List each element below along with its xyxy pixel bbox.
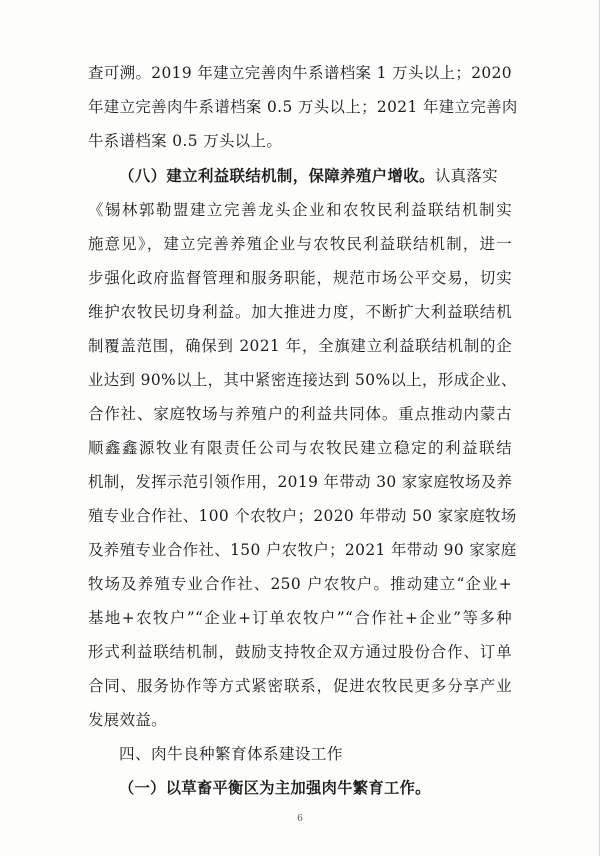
chapter-4-heading: 四、肉牛良种繁育体系建设工作: [119, 745, 343, 763]
body-text-line: 牛系谱档案 0.5 万头以上。: [88, 132, 283, 150]
body-text-line: 顺鑫鑫源牧业有限责任公司与农牧民建立稳定的利益联结: [88, 439, 512, 457]
body-text-line: 制覆盖范围，确保到 2021 年，全旗建立利益联结机制的企: [88, 337, 512, 355]
body-text-line: 形式利益联结机制，鼓励支持牧企双方通过股份合作、订单: [88, 643, 512, 661]
body-text-line: 牧场及养殖专业合作社、250 户农牧户。推动建立“企业+: [88, 575, 512, 593]
body-text-line: 发展效益。: [88, 711, 167, 729]
body-text-line: 合同、服务协作等方式紧密联系，促进农牧民更多分享产业: [88, 677, 512, 695]
body-text-line: 合作社、家庭牧场与养殖户的利益共同体。重点推动内蒙古: [88, 405, 512, 423]
body-text-line: 殖专业合作社、100 个农牧户；2020 年带动 50 家家庭牧场: [88, 507, 517, 525]
page-number: 6: [297, 812, 303, 824]
body-text-line: 维护农牧民切身利益。加大推进力度，不断扩大利益联结机: [88, 303, 512, 321]
body-text-line: 业达到 90%以上，其中紧密连接达到 50%以上，形成企业、: [88, 371, 517, 389]
body-text-line: 查可溯。2019 年建立完善肉牛系谱档案 1 万头以上；2020: [88, 64, 512, 82]
body-text-line: 步强化政府监督管理和服务职能，规范市场公平交易，切实: [88, 269, 512, 287]
body-text-line: 基地+农牧户”“企业+订单农牧户”“合作社+企业”等多种: [88, 609, 512, 627]
body-text-line: 及养殖专业合作社、150 户农牧户；2021 年带动 90 家家庭: [88, 541, 517, 559]
section-8-heading: （八）建立利益联结机制，保障养殖户增收。: [119, 167, 435, 185]
section-8-line: [119, 166, 509, 186]
subsection-1-heading: （一）以草畜平衡区为主加强肉牛繁育工作。: [119, 779, 431, 797]
body-text-inline: 认真落实: [434, 167, 498, 185]
body-text-line: 施意见》，建立完善养殖企业与农牧民利益联结机制，进一: [88, 235, 512, 253]
body-text-line: 年建立完善肉牛系谱档案 0.5 万头以上；2021 年建立完善肉: [88, 98, 518, 116]
body-text-line: 《锡林郭勒盟建立完善龙头企业和农牧民利益联结机制实: [88, 201, 512, 219]
body-text-line: 机制，发挥示范引领作用，2019 年带动 30 家家庭牧场及养: [88, 473, 513, 491]
